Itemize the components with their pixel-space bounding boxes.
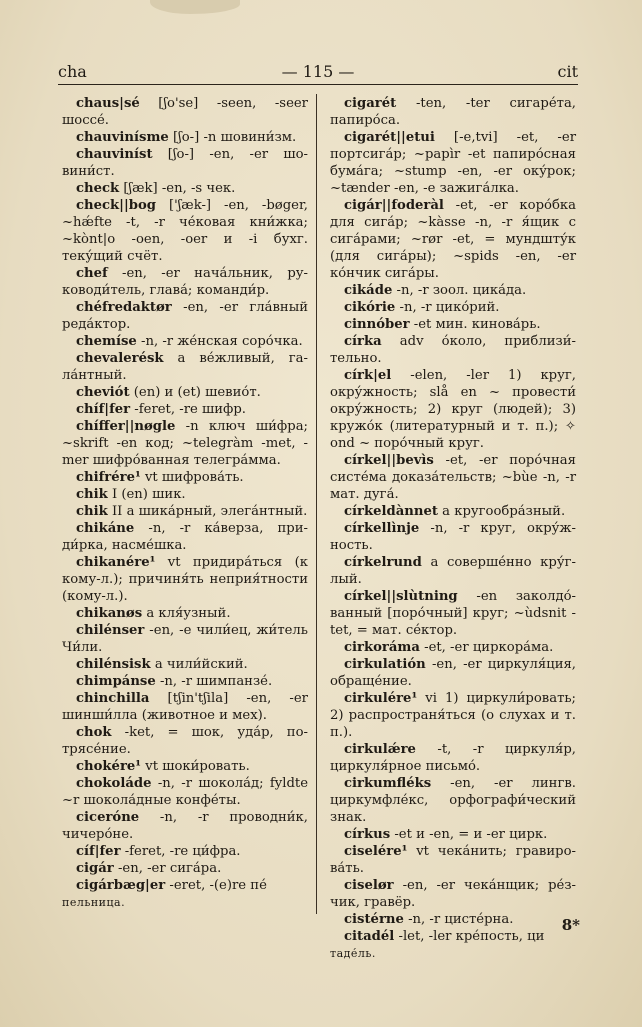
headword: cigár [76,861,114,876]
dictionary-entry [330,452,576,503]
dictionary-entry [330,843,576,877]
definition: -et и -en, = и -er цирк. [390,827,548,842]
dictionary-entry [62,418,308,469]
headword: chimpánse [76,674,156,689]
definition: -et, -er коро́бка для сига́р; ~kàsse -n, -r я́щик с сига́рами; ~rør -et, = мундшту́к (для сига́ры); ~spids -en, -er ко́нчик сига́ры. [330,198,576,281]
headword: cirkumfléks [344,776,432,791]
headword: cigarét||etui [344,130,435,145]
definition: -let, -ler кре́пость, ци [394,929,545,944]
dictionary-entry [62,690,308,724]
definition: -n, -r же́нская соро́чка. [136,334,303,349]
dictionary-entry [62,554,308,605]
dictionary-entry [62,486,308,503]
definition: -n, -r цисте́рна. [403,912,514,927]
dictionary-entry [62,299,308,333]
dictionary-entry [330,911,576,928]
headword: chilénser [76,623,145,638]
dictionary-entry [330,299,576,316]
headword: chemíse [76,334,137,349]
headword: cinnóber [344,317,410,332]
signature-mark: 8* [561,916,580,934]
definition: [ʃo-] -en, -er шовини́ст. [62,147,308,179]
definition: -n, -r шокола́д; fyldte ~r шокола́дные конфе́ты. [62,776,308,808]
dictionary-entry [62,384,308,401]
headword: chilénsisk [76,657,151,672]
definition: -en заколдо́ванный [поро́чный] круг; ~ùdsnit -tet, = мат. се́ктор. [330,589,576,638]
headword: cirkulatión [344,657,426,672]
headword: chokoláde [76,776,152,791]
dictionary-entry [62,503,308,520]
definition: -et, -er поро́чная систе́ма доказа́тельств; ~bùe -n, -r мат. дуга́. [330,453,576,502]
dictionary-entry [62,401,308,418]
dictionary-entry [62,265,308,299]
definition: -elen, -ler 1) круг, окру́жность; slå en ~ провести́ окру́жность; 2) круг (людей); 3) кружо́к (литературный и т. п.); ✧ ond ~ поро́чный круг. [330,368,576,451]
headword: cikórie [344,300,396,315]
headword: check||bog [76,198,157,213]
definition: a кля́узный. [142,606,231,621]
definition: -et мин. кинова́рь. [409,317,541,332]
headword: cigárbæg|er [76,878,166,893]
headword: chauvinísme [76,130,169,145]
headword: chikáne [76,521,135,536]
definition: a соверше́нно кру́глый. [330,555,576,587]
definition: vt чека́нить; гравирова́ть. [330,844,576,876]
definition: vt шоки́ровать. [141,759,250,774]
headword: cíf|fer [76,844,121,859]
headword: círka [344,334,382,349]
headword: ciselére¹ [344,844,408,859]
definition: [ʃo'se] -seen, -seer шоссе́. [62,96,308,128]
headword: cirkulǽre [344,742,416,757]
dictionary-entry [330,282,576,299]
definition: -et, -er циркора́ма. [419,640,554,655]
dictionary-entry [330,129,576,197]
definition: (en) и (et) шевио́т. [129,385,261,400]
headword: chifrére¹ [76,470,141,485]
headword: cirkulére¹ [344,691,418,706]
definition: -en, -er сига́ра. [113,861,222,876]
definition-tail: пельница. [62,896,126,909]
headword: chéfredaktør [76,300,172,315]
dictionary-entry [62,809,308,843]
headword: check [76,181,120,196]
dictionary-entry [330,316,576,333]
dictionary-entry [62,775,308,809]
left-guide-word: cha [58,62,87,81]
definition: -n, -r ка́верза, приди́рка, насме́шка. [62,521,308,553]
right-guide-word: cit [557,62,578,81]
definition: a кругообра́зный. [437,504,566,519]
dictionary-entry [330,775,576,826]
definition: -en, -e чили́ец, жи́тель Чи́ли. [62,623,308,655]
definition: -eret, -(e)re пе́ [165,878,267,893]
headword: církel||slùtning [344,589,458,604]
headword: chef [76,266,108,281]
torn-corner [150,0,240,14]
definition: -en, -er циркуля́ция, обраще́ние. [330,657,576,689]
headword: chikanére¹ [76,555,156,570]
definition: [ʃæk] -en, -s чек. [119,181,236,196]
headword: cistérne [344,912,404,927]
dictionary-entry [330,333,576,367]
dictionary-entry [62,622,308,656]
dictionary-entry [62,860,308,877]
definition: -n, -r круг, окру́жность. [330,521,576,553]
definition: vt шифрова́ть. [140,470,244,485]
definition: ['ʃæk-] -en, -bøger, ~hǽfte -t, -r че́ковая кни́жка; ~kònt|o -oen, -oer и -i бухг. теку́щий счёт. [62,198,308,264]
definition: -n, -r шимпанзе́. [155,674,273,689]
headword: chinchilla [76,691,150,706]
definition: -en, -er гла́вный реда́ктор. [62,300,308,332]
definition: -en, -er лингв. циркумфле́кс, орфографи́ческий знак. [330,776,576,825]
dictionary-entry [330,826,576,843]
dictionary-entry [330,656,576,690]
definition: adv о́коло, приблизи́тельно. [330,334,576,366]
definition: [tʃin'tʃila] -en, -er шинши́лла (животное и мех). [62,691,308,723]
dictionary-entry [330,877,576,911]
definition: -en, -er нача́льник, руководи́тель, глава́; команди́р. [62,266,308,298]
dictionary-entry [330,197,576,282]
definition: -ket, = шок, уда́р, потрясе́ние. [62,725,308,757]
right-column [330,95,576,962]
headword: církeldànnet [344,504,438,519]
headword: chokére¹ [76,759,142,774]
dictionary-entry [62,724,308,758]
headword: ciselør [344,878,394,893]
left-column [62,95,308,911]
headword: církus [344,827,391,842]
headword: chok [76,725,112,740]
headword: chauviníst [76,147,153,162]
dictionary-entry [330,588,576,639]
dictionary-entry [62,180,308,197]
headword: církel||bevìs [344,453,434,468]
headword: chíffer||nøgle [76,419,176,434]
headword: chik [76,504,108,519]
dictionary-entry [330,503,576,520]
definition: -n, -r зоол. цика́да. [392,283,527,298]
definition: -n, -r проводни́к, чичеро́не. [62,810,308,842]
definition: -t, -r циркуля́р, циркуля́рное письмо́. [330,742,576,774]
definition: [ʃo-] -n шовини́зм. [168,130,297,145]
dictionary-entry [62,146,308,180]
headword: cirkoráma [344,640,420,655]
dictionary-entry [62,605,308,622]
page-header [58,62,578,86]
definition: a ве́жливый, гала́нтный. [62,351,308,383]
dictionary-entry [62,129,308,146]
dictionary-entry [62,197,308,265]
headword: cheviót [76,385,130,400]
dictionary-entry [330,367,576,452]
definition: vi 1) циркули́ровать; 2) распространя́ться (о слухах и т. п.). [330,691,576,740]
column-divider [316,94,317,914]
headword: cikáde [344,283,393,298]
headword: chikanøs [76,606,143,621]
headword: chaus|sé [76,96,140,111]
dictionary-entry [62,469,308,486]
definition: vt придира́ться (к кому-л.); причиня́ть неприя́тности (кому-л.). [62,555,308,604]
definition: -feret, -re ци́фра. [120,844,241,859]
definition: I (en) шик. [107,487,186,502]
dictionary-entry [330,554,576,588]
dictionary-entry [62,758,308,775]
dictionary-entry [330,690,576,741]
definition: [-e,tvi] -et, -er портсига́р; ~papìr -et папиро́сная бума́га; ~stump -en, -er оку́рок; ~tænder -en, -e зажига́лка. [330,130,576,196]
dictionary-entry [62,520,308,554]
headword: cigarét [344,96,397,111]
page-number: — 115 — [281,62,355,81]
definition: -feret, -re шифр. [130,402,246,417]
dictionary-entry [330,741,576,775]
dictionary-entry [62,95,308,129]
headword: chíf|fer [76,402,131,417]
dictionary-entry [62,656,308,673]
headword: církelrund [344,555,422,570]
dictionary-entry [62,350,308,384]
dictionary-entry [330,95,576,129]
definition: a чили́йский. [150,657,248,672]
dictionary-entry [62,673,308,690]
dictionary-entry [330,520,576,554]
dictionary-entry [62,877,308,911]
headword: cigár||foderàl [344,198,444,213]
definition: -n, -r цико́рий. [395,300,500,315]
headword: církellìnje [344,521,420,536]
dictionary-entry [330,639,576,656]
headword: círk|el [344,368,392,383]
definition: -n ключ ши́фра; ~skrift -en код; ~telegràm -met, -mer шифро́ванная телегра́мма. [62,419,308,468]
dictionary-entry [62,843,308,860]
definition-tail: таде́ль. [330,947,376,960]
headword: chevalerésk [76,351,164,366]
headword: chik [76,487,108,502]
definition: II a шика́рный, элега́нтный. [107,504,308,519]
header-rule [58,84,578,85]
dictionary-entry [62,333,308,350]
definition: -en, -er чека́нщик; ре́зчик, гравёр. [330,878,576,910]
headword: ciceróne [76,810,140,825]
dictionary-entry [330,928,576,962]
definition: -ten, -ter сигаре́та, папиро́са. [330,96,576,128]
headword: citadél [344,929,395,944]
